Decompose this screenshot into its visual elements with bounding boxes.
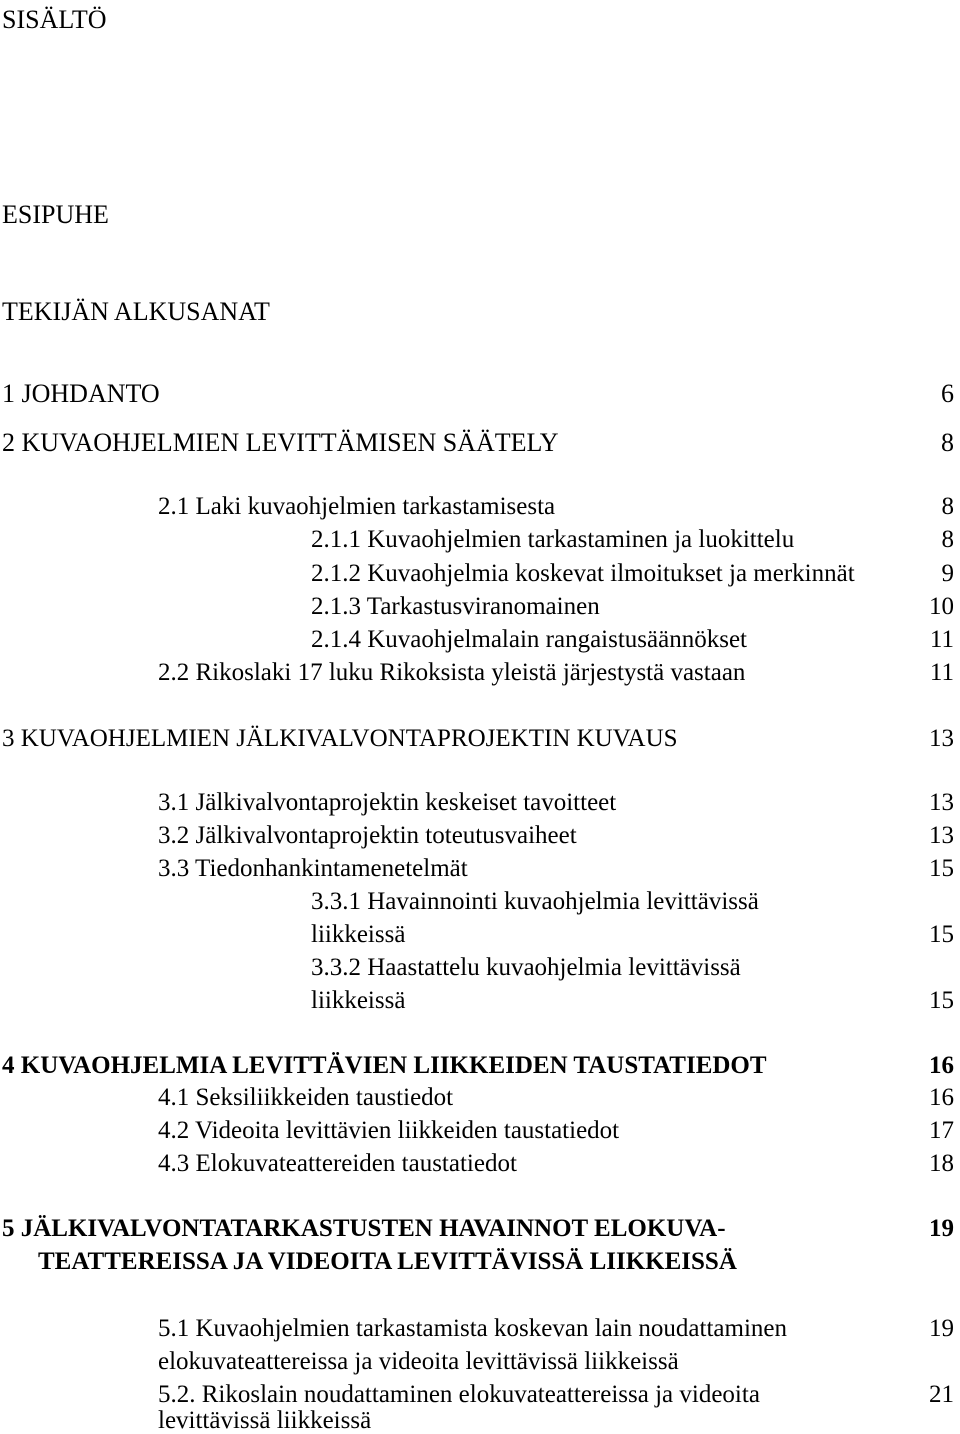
toc-page-number: 13 xyxy=(929,789,954,816)
toc-entry-text: 3.3.2 Haastattelu kuvaohjelmia levittävissä xyxy=(311,954,741,981)
toc-entry-text: 2.1.4 Kuvaohjelmalain rangaistusäännökset xyxy=(311,626,747,653)
toc-entry-text-continued: liikkeissä xyxy=(311,921,406,948)
toc-page-number: 18 xyxy=(929,1150,954,1177)
toc-entry-text-continued: TEATTEREISSA JA VIDEOITA LEVITTÄVISSÄ LIIKKEISSÄ xyxy=(38,1248,737,1275)
toc-page-number: 16 xyxy=(929,1084,954,1111)
toc-page-number: 19 xyxy=(929,1215,954,1242)
toc-entry-text: 4.1 Seksiliikkeiden taustiedot xyxy=(158,1084,454,1111)
toc-entry-text: 2.1 Laki kuvaohjelmien tarkastamisesta xyxy=(158,493,556,520)
toc-page-number: 8 xyxy=(941,493,954,520)
toc-page-number: 8 xyxy=(941,428,954,457)
toc-page-number: 15 xyxy=(929,855,954,882)
toc-page-number: 11 xyxy=(929,659,954,686)
toc-entry-text: 2.1.3 Tarkastusviranomainen xyxy=(311,593,600,620)
toc-entry-text-continued: liikkeissä xyxy=(311,987,406,1014)
toc-entry-text: 2.1.2 Kuvaohjelmia koskevat ilmoitukset ja merkinnät xyxy=(311,560,855,587)
toc-entry-text: 3 KUVAOHJELMIEN JÄLKIVALVONTAPROJEKTIN KUVAUS xyxy=(2,725,678,752)
toc-page-number: 13 xyxy=(929,725,954,752)
toc-page-number: 6 xyxy=(941,379,954,408)
toc-entry-text: 4 KUVAOHJELMIA LEVITTÄVIEN LIIKKEIDEN TAUSTATIEDOT xyxy=(2,1052,767,1079)
toc-entry-text: 3.3.1 Havainnointi kuvaohjelmia levittävissä xyxy=(311,888,759,915)
toc-entry-text: 3.3 Tiedonhankintamenetelmät xyxy=(158,855,468,882)
toc-page-number: 8 xyxy=(941,526,954,553)
toc-entry-text: 3.1 Jälkivalvontaprojektin keskeiset tavoitteet xyxy=(158,789,617,816)
toc-entry-text: 2.2 Rikoslaki 17 luku Rikoksista yleistä järjestystä vastaan xyxy=(158,659,746,686)
toc-entry-text-continued: levittävissä liikkeissä xyxy=(158,1407,372,1434)
toc-entry-text: 1 JOHDANTO xyxy=(2,379,160,408)
toc-page-number: 11 xyxy=(929,626,954,653)
toc-entry-text: 4.3 Elokuvateattereiden taustatiedot xyxy=(158,1150,517,1177)
toc-page-number: 21 xyxy=(929,1381,954,1408)
toc-page-number: 17 xyxy=(929,1117,954,1144)
toc-entry-text: 2.1.1 Kuvaohjelmien tarkastaminen ja luokittelu xyxy=(311,526,795,553)
toc-page-number: 19 xyxy=(929,1315,954,1342)
toc-entry-text-continued: elokuvateattereissa ja videoita levittävissä liikkeissä xyxy=(158,1348,679,1375)
toc-page-number: 13 xyxy=(929,822,954,849)
page-title: SISÄLTÖ xyxy=(2,5,107,34)
toc-esipuhe: ESIPUHE xyxy=(2,200,109,229)
toc-page-number: 10 xyxy=(929,593,954,620)
toc-entry-text: 5.2. Rikoslain noudattaminen elokuvateattereissa ja videoita xyxy=(158,1381,760,1408)
toc-page-number: 16 xyxy=(929,1052,954,1079)
toc-entry-text: 2 KUVAOHJELMIEN LEVITTÄMISEN SÄÄTELY xyxy=(2,428,559,457)
toc-page-number: 9 xyxy=(941,560,954,587)
toc-entry-text: 5.1 Kuvaohjelmien tarkastamista koskevan lain noudattaminen xyxy=(158,1315,788,1342)
toc-entry-text: 4.2 Videoita levittävien liikkeiden taustatiedot xyxy=(158,1117,620,1144)
toc-page-number: 15 xyxy=(929,921,954,948)
toc-page-number: 15 xyxy=(929,987,954,1014)
toc-alkusanat: TEKIJÄN ALKUSANAT xyxy=(2,297,270,326)
toc-entry-text: 5 JÄLKIVALVONTATARKASTUSTEN HAVAINNOT ELOKUVA- xyxy=(2,1215,726,1242)
toc-entry-text: 3.2 Jälkivalvontaprojektin toteutusvaiheet xyxy=(158,822,577,849)
